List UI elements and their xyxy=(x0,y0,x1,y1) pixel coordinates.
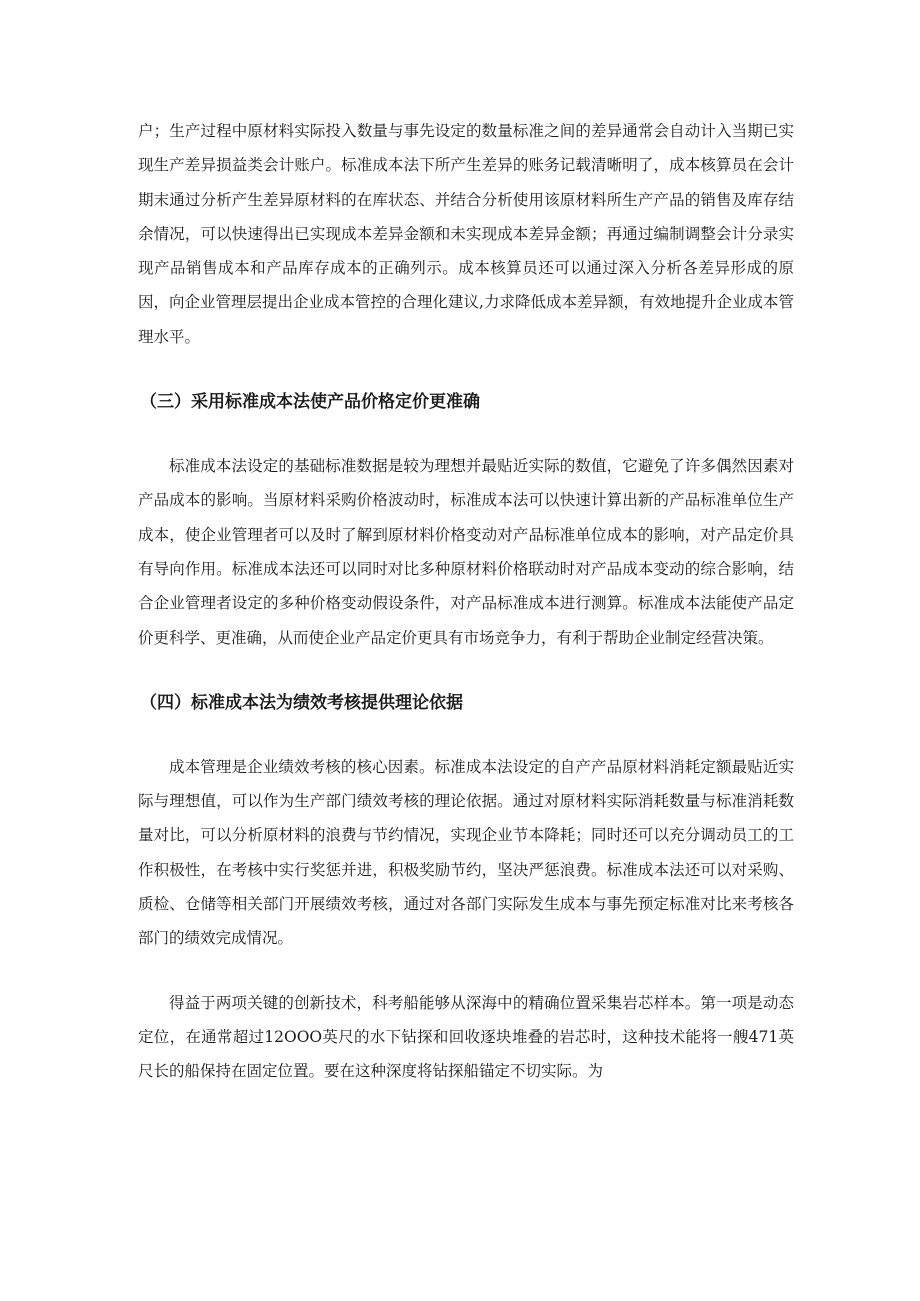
section-heading-3: （三）采用标准成本法使产品价格定价更准确 xyxy=(140,392,480,413)
section-heading-4: （四）标准成本法为绩效考核提供理论依据 xyxy=(140,692,463,713)
document-page xyxy=(138,114,794,1089)
paragraph-drilling-ship: 得益于两项关键的创新技术，科考船能够从深海中的精确位置采集岩芯样本。第一项是动态定位，在通常超过12OOO英尺的水下钻探和回收逐块堆叠的岩芯时，这种技术能将一艘471英尺长的船保持在固定位置。要在这种深度将钻探船锚定不切实际。为 xyxy=(138,993,794,1081)
paragraph-cost-variance: 户；生产过程中原材料实际投入数量与事先设定的数量标准之间的差异通常会自动计入当期已实现生产差异损益类会计账户。标准成本法下所产生差异的账务记载清晰明了，成本核算员在会计期末通过分析产生差异原材料的在库状态、并结合分析使用该原材料所生产产品的销售及库存结余情况，可以快速得出已实现成本差异金额和未实现成本差异金额；再通过编制调整会计分录实现产品销售成本和产品库存成本的正确列示。成本核算员还可以通过深入分析各差异形成的原因，向企业管理层提出企业成本管控的合理化建议,力求降低成本差异额，有效地提升企业成本管理水平。 xyxy=(138,122,794,346)
paragraph-pricing: 标准成本法设定的基础标准数据是较为理想并最贴近实际的数值，它避免了许多偶然因素对产品成本的影响。当原材料采购价格波动时，标准成本法可以快速计算出新的产品标准单位生产成本，使企业管理者可以及时了解到原材料价格变动对产品标准单位成本的影响，对产品定价具有导向作用。标准成本法还可以同时对比多种原材料价格联动时对产品成本变动的综合影响，结合企业管理者设定的多种价格变动假设条件，对产品标准成本进行测算。标准成本法能使产品定价更科学、更准确，从而使企业产品定价更具有市场竞争力，有利于帮助企业制定经营决策。 xyxy=(138,457,794,647)
paragraph-performance: 成本管理是企业绩效考核的核心因素。标准成本法设定的自产产品原材料消耗定额最贴近实际与理想值，可以作为生产部门绩效考核的理论依据。通过对原材料实际消耗数量与标准消耗数量对比，可以分析原材料的浪费与节约情况，实现企业节本降耗；同时还可以充分调动员工的工作积极性，在考核中实行奖惩并进，积极奖励节约，坚决严惩浪费。标准成本法还可以对采购、质检、仓储等相关部门开展绩效考核，通过对各部门实际发生成本与事先预定标准对比来考核各部门的绩效完成情况。 xyxy=(138,757,794,948)
